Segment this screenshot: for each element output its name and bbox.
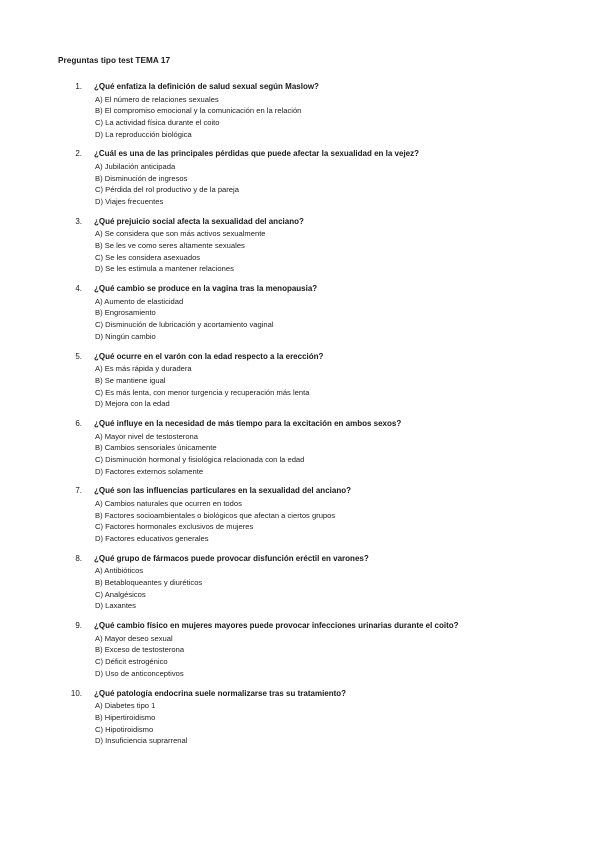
answer-option: C) Hipotiroidismo — [95, 724, 154, 734]
answer-option: C) Pérdida del rol productivo y de la pareja — [95, 185, 239, 195]
answer-options — [95, 431, 304, 478]
answer-option: A) Diabetes tipo 1 — [95, 701, 156, 711]
question-text: ¿Qué ocurre en el varón con la edad respecto a la erección? — [94, 351, 324, 361]
question-text: ¿Qué grupo de fármacos puede provocar disfunción eréctil en varones? — [94, 553, 369, 563]
question-number: 1. — [75, 82, 82, 91]
question-item — [0, 486, 600, 553]
question-text: ¿Qué influye en la necesidad de más tiempo para la excitación en ambos sexos? — [94, 418, 402, 428]
answer-option: D) Mejora con la edad — [95, 399, 170, 409]
question-number: 4. — [75, 284, 82, 294]
answer-options — [95, 94, 301, 141]
question-number: 7. — [75, 486, 82, 496]
answer-option: D) Insuficiencia suprarrenal — [95, 736, 188, 746]
question-text: ¿Qué son las influencias particulares en la sexualidad del anciano? — [94, 486, 351, 496]
answer-option: C) Se les considera asexuados — [95, 252, 201, 262]
question-item — [0, 554, 600, 621]
question-item — [0, 419, 600, 486]
answer-option: D) Uso de anticonceptivos — [95, 668, 184, 678]
question-number: 3. — [75, 216, 82, 226]
answer-option: A) Antibióticos — [95, 566, 144, 576]
answer-option: A) Mayor nivel de testosterona — [95, 431, 198, 441]
answer-option: C) Es más lenta, con menor turgencia y recuperación más lenta — [95, 387, 310, 397]
answer-option: C) Factores hormonales exclusivos de mujeres — [95, 522, 254, 532]
answer-option: D) Se les estimula a mantener relaciones — [95, 264, 234, 274]
answer-option: B) Disminución de ingresos — [95, 173, 188, 183]
question-number: 5. — [75, 351, 82, 361]
answer-option: C) Disminución de lubricación y acortamiento vaginal — [95, 320, 274, 330]
question-text: ¿Qué cambio se produce en la vagina tras la menopausia? — [94, 284, 318, 294]
answer-option: A) Mayor deseo sexual — [95, 633, 173, 643]
answer-option: B) Engrosamiento — [95, 308, 156, 318]
document-title: Preguntas tipo test TEMA 17 — [58, 56, 171, 65]
question-number: 10. — [70, 688, 82, 698]
answer-option: C) La actividad física durante el coito — [95, 118, 220, 127]
answer-options — [95, 565, 202, 612]
answer-option: A) El número de relaciones sexuales — [95, 94, 219, 104]
answer-option: A) Jubilación anticipada — [95, 161, 176, 171]
question-item — [0, 284, 600, 351]
answer-options — [95, 363, 309, 410]
answer-option: C) Déficit estrogénico — [95, 657, 168, 667]
question-item — [0, 82, 600, 149]
answer-options — [95, 296, 274, 343]
answer-option: D) La reproducción biológica — [95, 129, 192, 139]
answer-option: A) Aumento de elasticidad — [95, 296, 184, 306]
question-item — [0, 621, 600, 688]
answer-option: C) Analgésicos — [95, 589, 146, 599]
answer-option: A) Cambios naturales que ocurren en todos — [95, 498, 242, 508]
answer-option: B) Se les ve como seres altamente sexuales — [95, 241, 245, 251]
question-text: ¿Qué prejuicio social afecta la sexualidad del anciano? — [94, 216, 304, 226]
question-number: 6. — [75, 418, 82, 428]
question-item — [0, 689, 600, 756]
question-text: ¿Qué cambio físico en mujeres mayores puede provocar infecciones urinarias durante el coito? — [94, 621, 459, 631]
question-text: ¿Qué enfatiza la definición de salud sexual según Maslow? — [94, 82, 319, 91]
answer-options — [95, 498, 335, 545]
answer-option: D) Factores externos solamente — [95, 466, 204, 476]
answer-option: D) Factores educativos generales — [95, 534, 209, 544]
answer-option: D) Laxantes — [95, 601, 136, 611]
answer-option: A) Se considera que son más activos sexualmente — [95, 229, 266, 239]
question-number: 2. — [75, 149, 82, 159]
question-text: ¿Qué patología endocrina suele normalizarse tras su tratamiento? — [94, 688, 347, 698]
question-number: 9. — [75, 621, 82, 631]
answer-option: B) Betabloqueantes y diuréticos — [95, 578, 203, 588]
answer-option: B) El compromiso emocional y la comunicación en la relación — [95, 106, 302, 116]
answer-options — [95, 161, 239, 208]
answer-option: B) Factores socioambientales o biológicos que afectan a ciertos grupos — [95, 510, 336, 520]
question-item — [0, 149, 600, 216]
answer-option: C) Disminución hormonal y fisiológica relacionada con la edad — [95, 454, 305, 464]
answer-option: B) Exceso de testosterona — [95, 645, 185, 655]
answer-option: D) Ningún cambio — [95, 331, 156, 341]
question-text: ¿Cuál es una de las principales pérdidas que puede afectar la sexualidad en la vejez? — [94, 149, 420, 159]
answer-option: B) Se mantiene igual — [95, 375, 166, 385]
answer-option: A) Es más rápida y duradera — [95, 364, 192, 374]
question-item — [0, 217, 600, 284]
answer-options — [95, 228, 266, 275]
question-number: 8. — [75, 553, 82, 563]
question-item — [0, 352, 600, 419]
answer-options — [95, 700, 187, 747]
answer-option: B) Cambios sensoriales únicamente — [95, 443, 217, 453]
answer-option: B) Hipertiroidismo — [95, 712, 156, 722]
answer-options — [95, 633, 184, 680]
answer-option: D) Viajes frecuentes — [95, 197, 164, 207]
question-list — [0, 82, 600, 756]
